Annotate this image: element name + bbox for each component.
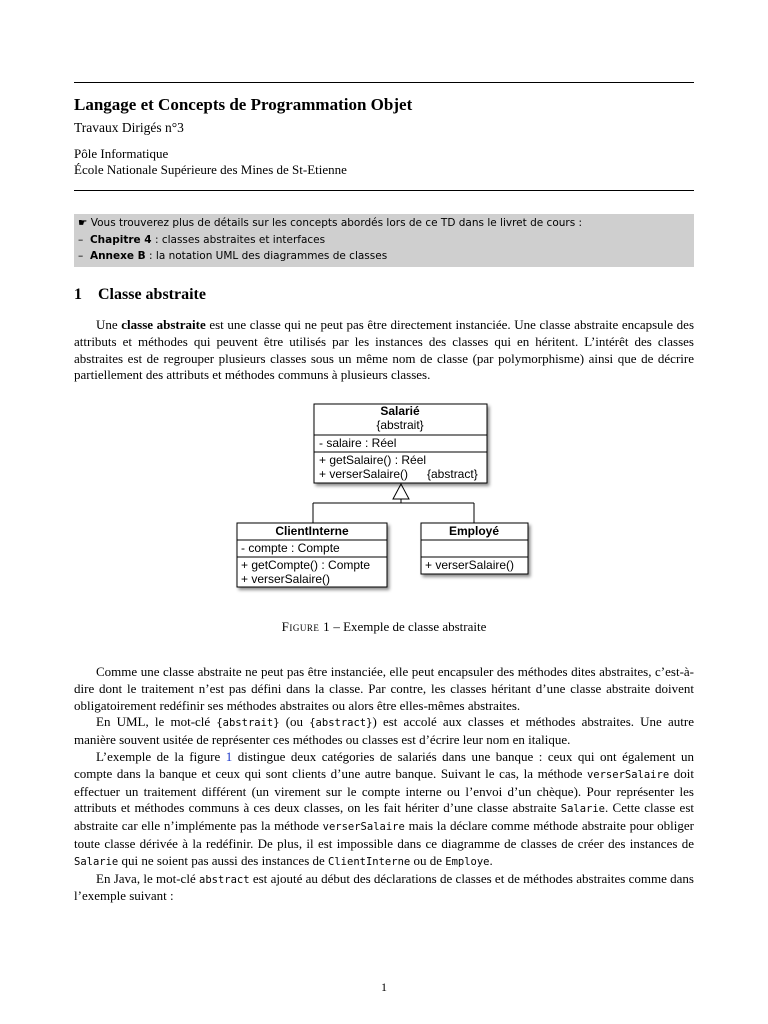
class-method: + getSalaire() : Réel bbox=[319, 453, 427, 467]
code-identifier: Salarie bbox=[560, 803, 606, 816]
figure-caption bbox=[0, 619, 768, 635]
inheritance-connector bbox=[313, 499, 474, 523]
class-attribute: - compte : Compte bbox=[241, 541, 340, 555]
inheritance-arrow-head bbox=[393, 484, 409, 499]
code-identifier: Salarie bbox=[74, 855, 119, 868]
class-method: + getCompte() : Compte bbox=[241, 558, 371, 572]
section-title-text: Classe abstraite bbox=[98, 286, 206, 303]
section-number: 1 bbox=[74, 286, 82, 303]
affiliation-department: Pôle Informatique bbox=[74, 146, 169, 161]
class-method: + verserSalaire() bbox=[425, 558, 515, 572]
code-identifier: verserSalaire bbox=[322, 821, 405, 834]
paragraph-uml-keyword: En UML, le mot-clé {abstrait} (ou {abstract}) est accolé aux classes et méthodes abstraites. Une autre manière souvent usitée de représenter ces méthodes ou classes est d’écrire leur nom en italique. bbox=[74, 714, 694, 748]
intro-text-a: Une bbox=[96, 317, 122, 332]
note-chapter-text: : classes abstraites et interfaces bbox=[151, 233, 326, 246]
document-subtitle: Travaux Dirigés n°3 bbox=[74, 120, 184, 135]
class-box-salarie bbox=[314, 404, 487, 483]
intro-keyword: classe abstraite bbox=[121, 317, 206, 332]
code-keyword: abstract bbox=[199, 873, 250, 886]
note-annex-text: : la notation UML des diagrammes de classes bbox=[145, 250, 388, 262]
class-method: + verserSalaire() bbox=[241, 572, 331, 586]
class-box-employe bbox=[421, 523, 528, 574]
figure-reference-link[interactable]: 1 bbox=[225, 748, 233, 764]
class-method: + verserSalaire() bbox=[319, 467, 409, 481]
paragraph-example: L’exemple de la figure 1 distingue deux catégories de salariés dans une banque : ceux qui ont également un compte dans la banque et ceux qui sont clients d’une autre banque. Suivant le cas, la méthode verserSalaire doit effectuer un traitement différent (un virement sur le compte interne ou l’envoi d’un chèque). Pour représenter les attributs et méthodes communs à ces deux classes, on les fait hériter d’une classe abstraite Salarie. Cette classe est abstraite car elle n’implémente pas la méthode verserSalaire mais la déclare comme méthode abstraite pour obliger toute classe dérivée à la redéfinir. De plus, il est impossible dans ce diagramme de classes de créer des instances de Salarie qui ne soient pas aussi des instances de ClientInterne ou de Employe. bbox=[74, 748, 695, 868]
class-box-client-interne bbox=[237, 523, 387, 587]
code-keyword: {abstrait} bbox=[216, 717, 280, 730]
class-name-client-interne: ClientInterne bbox=[275, 524, 349, 538]
class-name-salarie: Salarié bbox=[380, 404, 420, 418]
code-identifier: Employe bbox=[445, 855, 490, 868]
figure-caption-text: – Exemple de classe abstraite bbox=[330, 619, 487, 634]
note-intro-text: Vous trouverez plus de détails sur les concepts abordés lors de ce TD dans le livret de cours : bbox=[90, 217, 583, 229]
note-chapter-label: Chapitre 4 bbox=[89, 233, 152, 246]
note-dash: – bbox=[78, 250, 84, 262]
body-paragraphs bbox=[74, 664, 694, 905]
abstract-method-tag: {abstract} bbox=[427, 467, 478, 481]
paragraph-java: En Java, le mot-clé abstract est ajouté au début des déclarations de classes et de méthodes abstraites comme dans l’exemple suivant : bbox=[74, 870, 694, 904]
document-title: Langage et Concepts de Programmation Objet bbox=[74, 95, 413, 114]
class-name-employe: Employé bbox=[448, 524, 500, 538]
code-identifier: verserSalaire bbox=[586, 768, 670, 781]
intro-text-b: est une classe qui ne peut pas être directement instanciée. Une classe abstraite encapsule des attributs et méthodes qui peuvent être utilisés par les instances des classes qui en héritent. L’intérêt des classes abstraites est de regrouper plusieurs classes sous un même nom de classe (par polymorphisme) ainsi que de décrire partiellement des attributs et méthodes communs à plusieurs classes. bbox=[74, 317, 694, 383]
note-annex-label: Annexe B bbox=[89, 250, 146, 262]
code-keyword: {abstract} bbox=[309, 717, 373, 730]
class-stereotype: {abstrait} bbox=[376, 418, 424, 432]
pointing-hand-icon: ☛ bbox=[78, 217, 88, 229]
page-number: 1 bbox=[381, 980, 387, 994]
class-attribute: - salaire : Réel bbox=[319, 436, 397, 450]
paragraph-abstract-methods: Comme une classe abstraite ne peut pas être instanciée, elle peut encapsuler des méthodes dites abstraites, c’est-à-dire dont le traitement n’est pas défini dans la classe. Par contre, les classes héritant d’une classe abstraite doivent obligatoirement redéfinir ses méthodes abstraites ou alors être elles-mêmes abstraites. bbox=[74, 664, 694, 713]
affiliation-school: École Nationale Supérieure des Mines de St-Etienne bbox=[74, 162, 347, 177]
code-identifier: ClientInterne bbox=[328, 855, 411, 868]
figure-label: Figure 1 bbox=[281, 619, 331, 634]
note-dash: – bbox=[78, 233, 84, 246]
